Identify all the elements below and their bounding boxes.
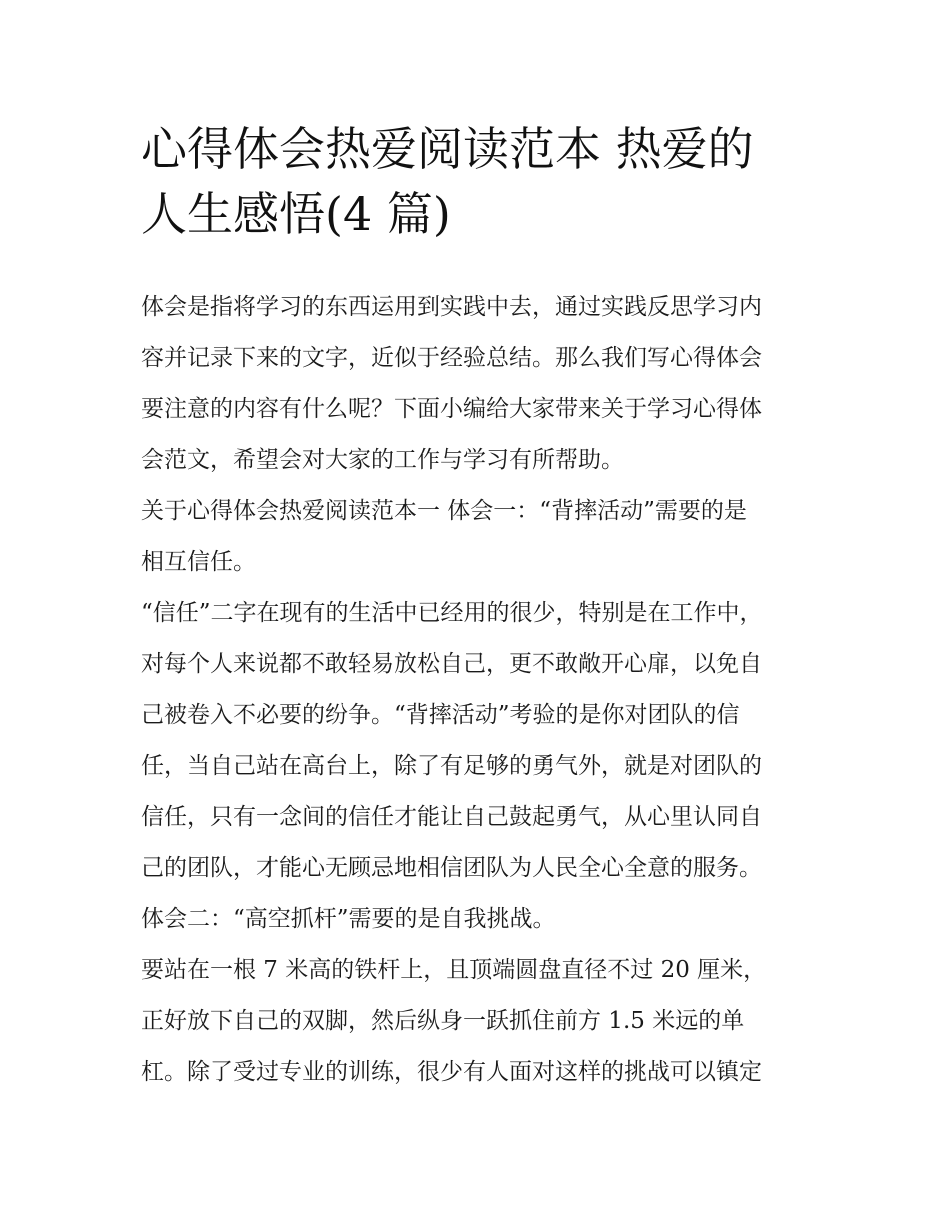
body-text <box>141 282 821 1098</box>
body-line: 正好放下自己的双脚，然后纵身一跃抓住前方 1.5 米远的单 <box>141 1008 745 1034</box>
body-line: 任，当自己站在高台上，除了有足够的勇气外，就是对团队的 <box>141 753 762 779</box>
page-title <box>141 117 821 247</box>
body-line: 体会二：“高空抓杆”需要的是自我挑战。 <box>141 906 556 932</box>
body-line: 己被卷入不必要的纷争。“背摔活动”考验的是你对团队的信 <box>141 702 740 728</box>
body-line: 对每个人来说都不敢轻易放松自己，更不敢敞开心扉，以免自 <box>141 651 762 677</box>
title-line: 人生感悟(4 篇) <box>141 187 451 241</box>
body-line: 要站在一根 7 米高的铁杆上，且顶端圆盘直径不过 20 厘米， <box>141 957 767 983</box>
body-line: 信任，只有一念间的信任才能让自己鼓起勇气，从心里认同自 <box>141 804 762 830</box>
body-line: 相互信任。 <box>141 549 256 575</box>
title-line: 心得体会热爱阅读范本 热爱的 <box>141 122 754 176</box>
body-line: 杠。除了受过专业的训练，很少有人面对这样的挑战可以镇定 <box>141 1059 762 1085</box>
body-line: 关于心得体会热爱阅读范本一 体会一：“背摔活动”需要的是 <box>141 498 747 524</box>
body-line: 容并记录下来的文字，近似于经验总结。那么我们写心得体会 <box>141 345 762 371</box>
body-line: 要注意的内容有什么呢？下面小编给大家带来关于学习心得体 <box>141 396 762 422</box>
body-line: “信任”二字在现有的生活中已经用的很少，特别是在工作中， <box>141 600 763 626</box>
body-line: 己的团队，才能心无顾忌地相信团队为人民全心全意的服务。 <box>141 855 762 881</box>
body-line: 会范文，希望会对大家的工作与学习有所帮助。 <box>141 447 624 473</box>
body-line: 体会是指将学习的东西运用到实践中去，通过实践反思学习内 <box>141 294 762 320</box>
